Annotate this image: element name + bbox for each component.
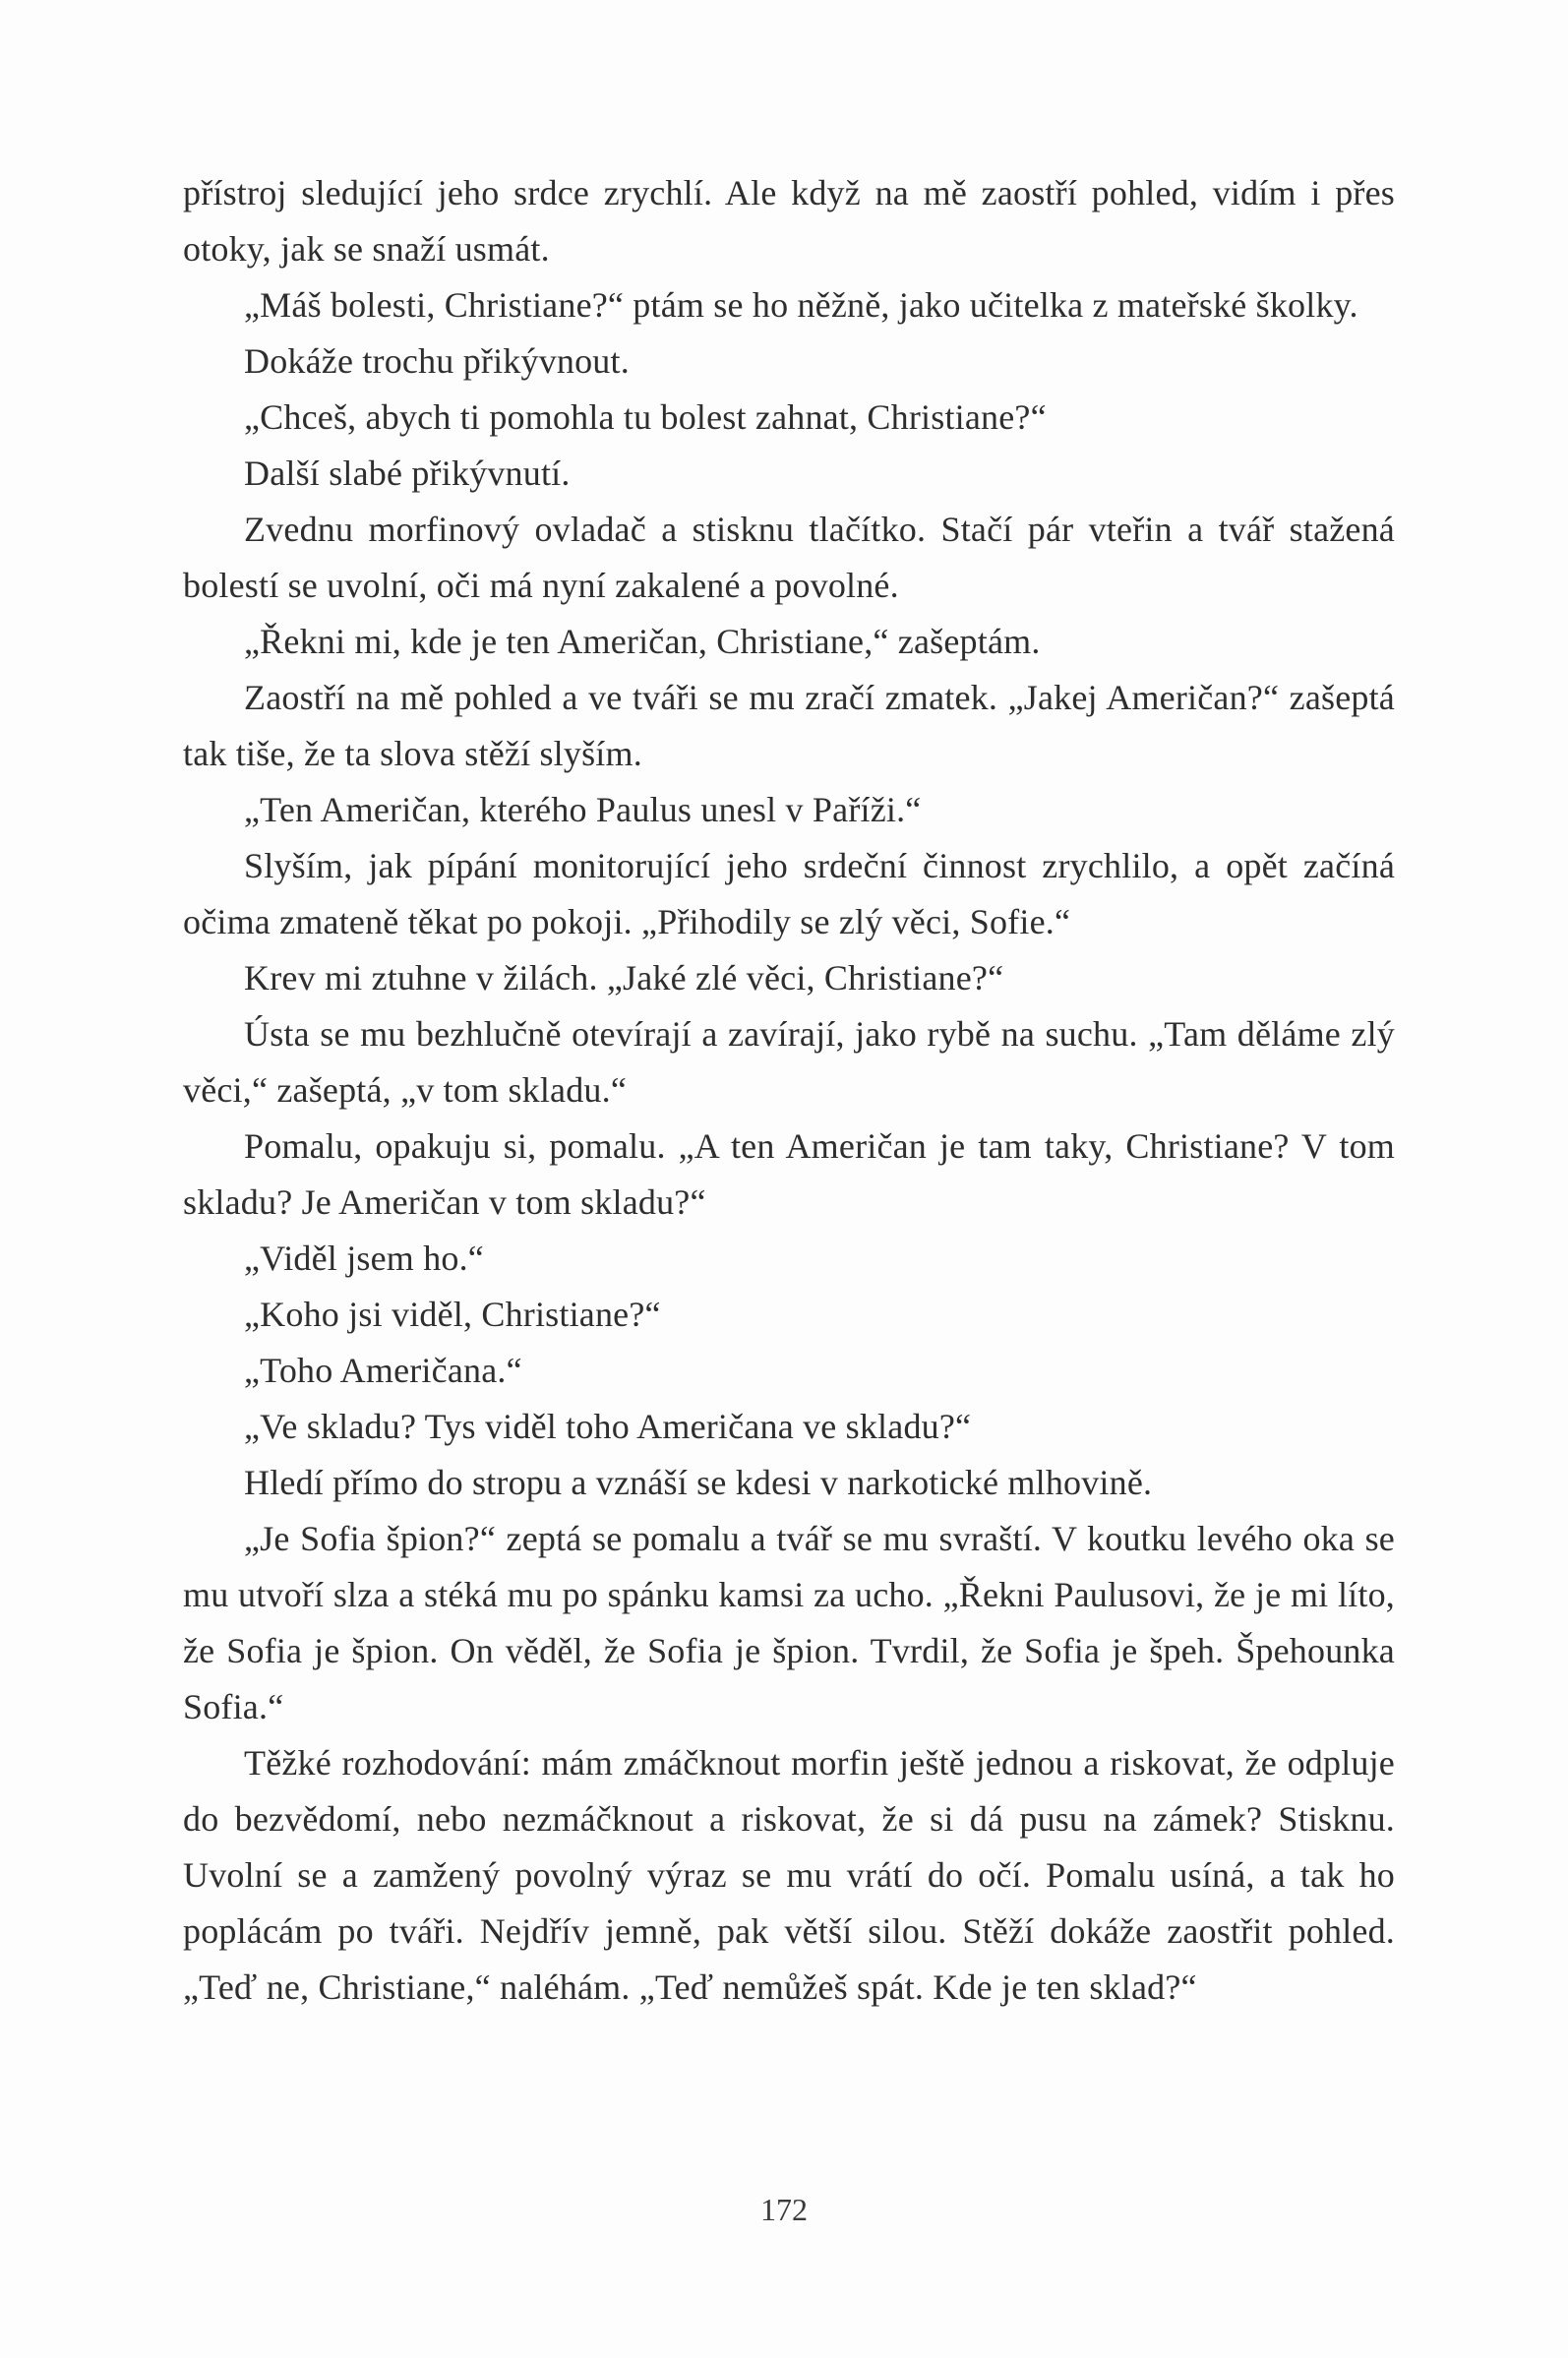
paragraph: Hledí přímo do stropu a vznáší se kdesi v narkotické mlhovině. [244,1463,1153,1502]
paragraph: „Je Sofia špion?“ zeptá se pomalu a tvář se mu svraští. V koutku levého oka se mu utvoří slza a stéká mu po spánku kamsi za ucho. „Řekni Paulusovi, že je mi líto, že Sofia je špion. On věděl, že Sofia je špion. Tvrdil, že Sofia je špeh. Špehounka Sofia.“ [183,1519,1395,1726]
paragraph: Další slabé přikývnutí. [244,453,571,493]
paragraph: Zaostří na mě pohled a ve tváři se mu zračí zmatek. „Jakej Američan?“ zašeptá tak tiše, že ta slova stěží slyším. [183,678,1395,773]
paragraph: Zvednu morfinový ovladač a stisknu tlačítko. Stačí pár vteřin a tvář stažená bolestí se uvolní, oči má nyní zakalené a povolné. [183,510,1395,605]
paragraph: „Řekni mi, kde je ten Američan, Christiane,“ zašeptám. [244,622,1041,661]
paragraph: „Máš bolesti, Christiane?“ ptám se ho něžně, jako učitelka z mateřské školky. [244,285,1358,325]
paragraph: Ústa se mu bezhlučně otevírají a zavírají, jako rybě na suchu. „Tam děláme zlý věci,“ zašeptá, „v tom skladu.“ [183,1014,1395,1110]
paragraph: „Toho Američana.“ [244,1351,522,1390]
paragraph: „Viděl jsem ho.“ [244,1239,484,1278]
paragraph: Krev mi ztuhne v žilách. „Jaké zlé věci, Christiane?“ [244,958,1004,998]
paragraph: „Koho jsi viděl, Christiane?“ [244,1295,661,1334]
page-number: 172 [760,2192,808,2227]
paragraph: „Ve skladu? Tys viděl toho Američana ve skladu?“ [244,1407,972,1446]
paragraph: „Ten Američan, kterého Paulus unesl v Paříži.“ [244,790,922,829]
paragraph: Dokáže trochu přikývnout. [244,341,630,381]
paragraph: Slyším, jak pípání monitorující jeho srdeční činnost zrychlilo, a opět začíná očima zmateně těkat po pokoji. „Přihodily se zlý věci, Sofie.“ [183,846,1395,941]
paragraph: Těžké rozhodování: mám zmáčknout morfin ještě jednou a riskovat, že odpluje do bezvědomí, nebo nezmáčknout a riskovat, že si dá pusu na zámek? Stisknu. Uvolní se a zamžený povolný výraz se mu vrátí do očí. Pomalu usíná, a tak ho poplácám po tváři. Nejdřív jemně, pak větší silou. Stěží dokáže zaostřit pohled. „Teď ne, Christiane,“ naléhám. „Teď nemůžeš spát. Kde je ten sklad?“ [183,1743,1395,2007]
paragraph: přístroj sledující jeho srdce zrychlí. Ale když na mě zaostří pohled, vidím i přes otoky, jak se snaží usmát. [183,173,1395,269]
body-text [183,165,1395,2016]
paragraph: „Chceš, abych ti pomohla tu bolest zahnat, Christiane?“ [244,397,1047,437]
paragraph: Pomalu, opakuju si, pomalu. „A ten Američan je tam taky, Christiane? V tom skladu? Je Američan v tom skladu?“ [183,1126,1395,1222]
